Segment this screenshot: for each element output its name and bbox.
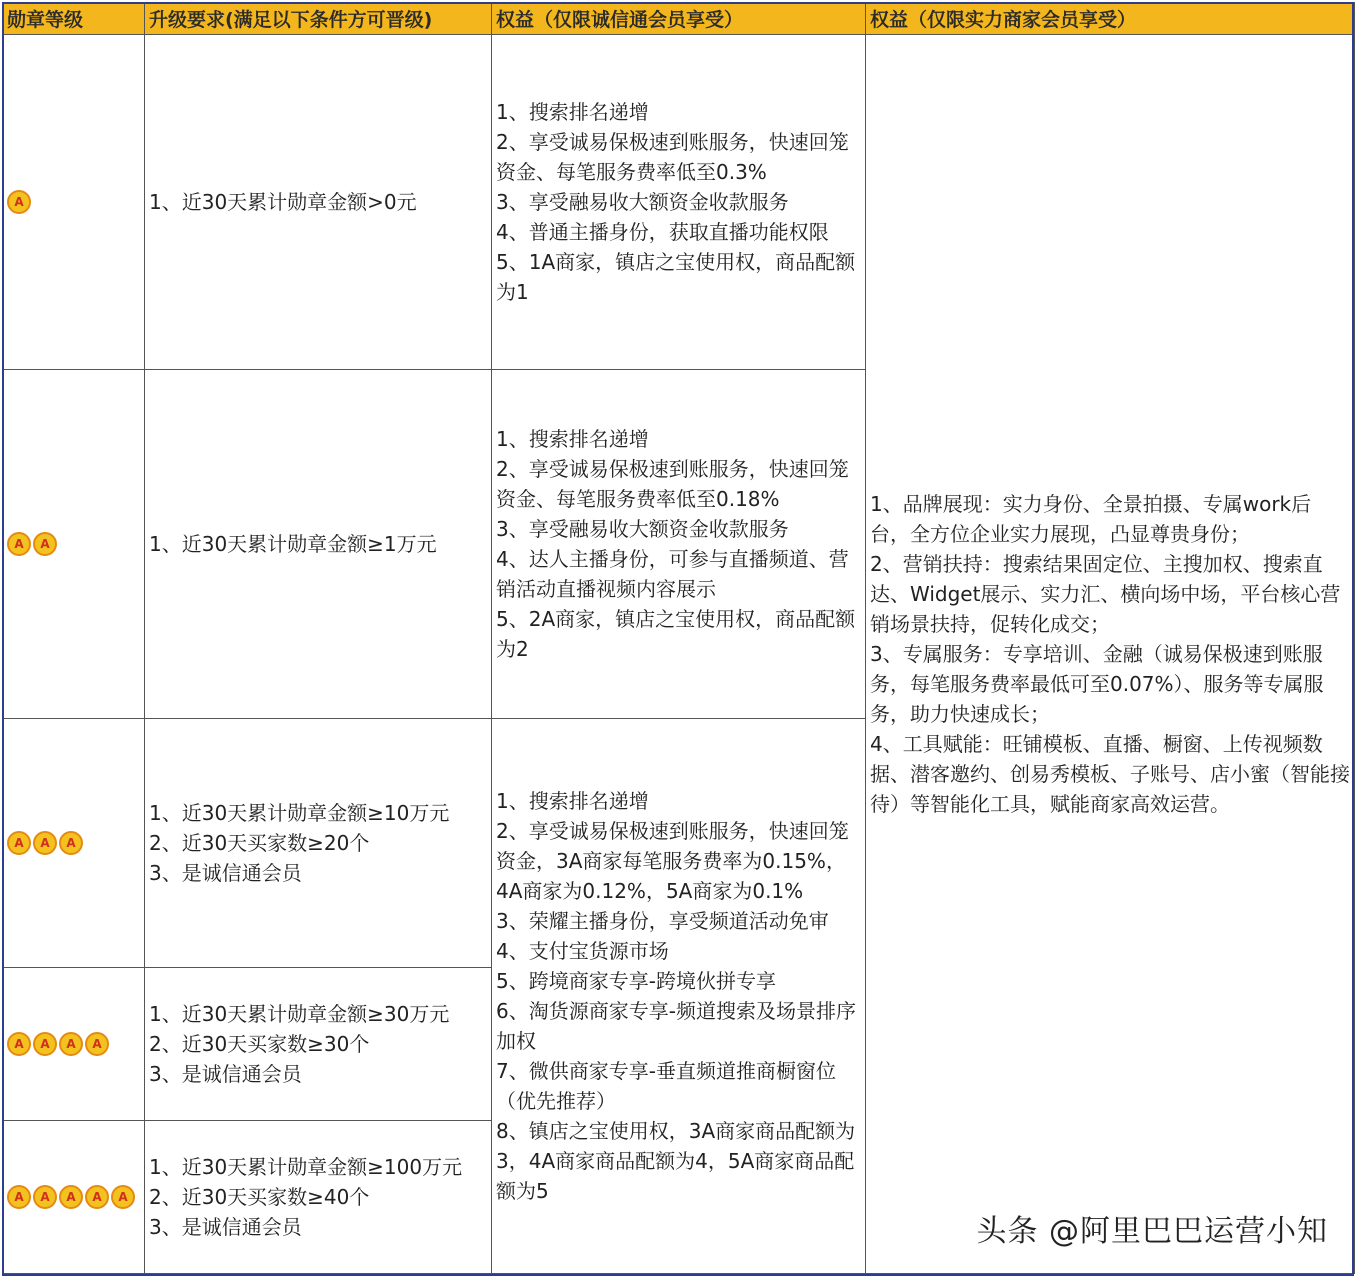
requirement-line: 2、近30天买家数≥30个 (149, 1032, 370, 1056)
benefit-line: 2、享受诚易保极速到账服务，快速回笼资金，3A商家每笔服务费率为0.15%，4A商家为0.12%，5A商家为0.1% (496, 819, 849, 903)
benefit-line: 5、1A商家，镇店之宝使用权，商品配额为1 (496, 250, 856, 304)
requirement-line: 1、近30天累计勋章金额≥30万元 (149, 1002, 450, 1026)
requirement-line: 1、近30天累计勋章金额≥100万元 (149, 1155, 463, 1179)
medal-a-icon: A (33, 831, 57, 855)
benefit-line: 5、2A商家，镇店之宝使用权，商品配额为2 (496, 607, 856, 661)
benefit-line: 1、搜索排名递增 (496, 427, 649, 451)
medal-a-icon: A (59, 1032, 83, 1056)
benefit-line: 2、享受诚易保极速到账服务，快速回笼资金、每笔服务费率低至0.3% (496, 130, 849, 184)
requirement-line: 3、是诚信通会员 (149, 1215, 302, 1239)
sl-benefit-line: 2、营销扶持：搜索结果固定位、主搜加权、搜索直达、Widget展示、实力汇、横向场中场，平台核心营销场景扶持，促转化成交； (870, 552, 1341, 636)
medal-a-icon: A (85, 1185, 109, 1209)
table-frame (2, 2, 1354, 1276)
sl-benefit-line: 3、专属服务：专享培训、金融（诚易保极速到账服务，每笔服务费率最低可至0.07%）、服务等专属服务，助力快速成长； (870, 642, 1324, 726)
medal-a-icon: A (7, 532, 31, 556)
medal-a-icon: A (59, 831, 83, 855)
requirement-line: 1、近30天累计勋章金额>0元 (149, 190, 417, 214)
requirement-line: 2、近30天买家数≥20个 (149, 831, 370, 855)
watermark-text: 头条 @阿里巴巴运营小知 (976, 1214, 1328, 1249)
requirement-line: 1、近30天累计勋章金额≥10万元 (149, 801, 450, 825)
medal-a-icon: A (33, 1185, 57, 1209)
benefit-line: 5、跨境商家专享-跨境伙拼专享 (496, 969, 776, 993)
requirement-line: 2、近30天买家数≥40个 (149, 1185, 370, 1209)
benefit-line: 3、享受融易收大额资金收款服务 (496, 517, 789, 541)
requirement-line: 1、近30天累计勋章金额≥1万元 (149, 532, 437, 556)
medal-a-icon: A (7, 831, 31, 855)
medal-a-icon: A (111, 1185, 135, 1209)
benefit-line: 3、荣耀主播身份，享受频道活动免审 (496, 909, 829, 933)
benefit-line: 3、享受融易收大额资金收款服务 (496, 190, 789, 214)
medal-a-icon: A (85, 1032, 109, 1056)
sl-benefit-line: 1、品牌展现：实力身份、全景拍摄、专属work后台，全方位企业实力展现，凸显尊贵身份； (870, 492, 1312, 546)
header-benefits-shili: 权益（仅限实力商家会员享受） (866, 3, 1355, 35)
medal-a-icon: A (59, 1185, 83, 1209)
medal-a-icon: A (7, 190, 31, 214)
header-badge-level: 勋章等级 (3, 3, 145, 35)
medal-a-icon: A (33, 532, 57, 556)
medal-a-icon: A (33, 1032, 57, 1056)
header-requirements: 升级要求(满足以下条件方可晋级) (145, 3, 492, 35)
requirement-line: 3、是诚信通会员 (149, 1062, 302, 1086)
benefit-line: 1、搜索排名递增 (496, 789, 649, 813)
benefit-line: 7、微供商家专享-垂直频道推商橱窗位（优先推荐） (496, 1059, 836, 1113)
sl-benefit-line: 4、工具赋能：旺铺模板、直播、橱窗、上传视频数据、潜客邀约、创易秀模板、子账号、店小蜜（智能接待）等智能化工具，赋能商家高效运营。 (870, 732, 1350, 816)
requirement-line: 3、是诚信通会员 (149, 861, 302, 885)
medal-a-icon: A (7, 1185, 31, 1209)
header-benefits-chengxin: 权益（仅限诚信通会员享受） (492, 3, 866, 35)
benefit-line: 8、镇店之宝使用权，3A商家商品配额为3，4A商家商品配额为4，5A商家商品配额为5 (496, 1119, 856, 1203)
medal-a-icon: A (7, 1032, 31, 1056)
benefit-line: 4、普通主播身份，获取直播功能权限 (496, 220, 829, 244)
benefit-line: 4、支付宝货源市场 (496, 939, 669, 963)
benefit-line: 6、淘货源商家专享-频道搜索及场景排序加权 (496, 999, 856, 1053)
benefit-line: 2、享受诚易保极速到账服务，快速回笼资金、每笔服务费率低至0.18% (496, 457, 849, 511)
benefit-line: 1、搜索排名递增 (496, 100, 649, 124)
benefit-line: 4、达人主播身份，可参与直播频道、营销活动直播视频内容展示 (496, 547, 849, 601)
